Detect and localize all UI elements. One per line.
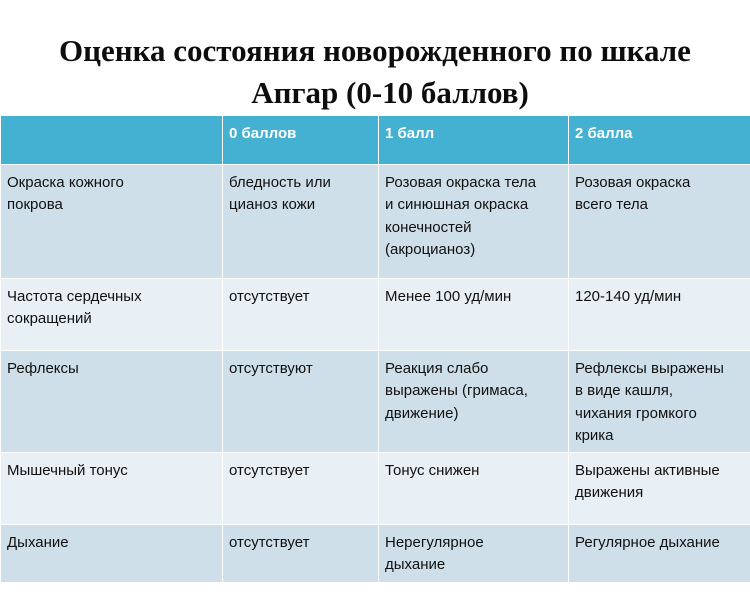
table-cell: бледность или цианоз кожи (223, 164, 379, 278)
table-row-skin-color (1, 164, 750, 278)
table-row-muscle-tone (1, 452, 750, 524)
table-cell: Розовая окраска тела и синюшная окраска конечностей (акроцианоз) (379, 164, 569, 278)
table-cell: Рефлексы выражены в виде кашля, чихания громкого крика (569, 350, 750, 452)
table-cell: Розовая окраска всего тела (569, 164, 750, 278)
header-cell-2-points: 2 балла (569, 116, 750, 164)
title-line-1: Оценка состояния новорожденного по шкале (59, 33, 691, 68)
title-line-2: Апгар (0-10 баллов) (251, 75, 529, 110)
table-cell: отсутствуют (223, 350, 379, 452)
table-cell: Реакция слабо выражены (гримаса, движение) (379, 350, 569, 452)
table-cell: Менее 100 уд/мин (379, 278, 569, 350)
table-cell: Дыхание (1, 524, 223, 582)
table-cell: Тонус снижен (379, 452, 569, 524)
table-row-reflexes (1, 350, 750, 452)
table-cell: отсутствует (223, 452, 379, 524)
table-cell: Нерегулярное дыхание (379, 524, 569, 582)
table-row-breathing (1, 524, 750, 582)
table-cell: Регулярное дыхание (569, 524, 750, 582)
header-cell-1-point: 1 балл (379, 116, 569, 164)
table-cell: Рефлексы (1, 350, 223, 452)
table-cell: отсутствует (223, 524, 379, 582)
slide-title (0, 30, 750, 114)
table-cell: отсутствует (223, 278, 379, 350)
table-cell: Выражены активные движения (569, 452, 750, 524)
table-cell: Частота сердечных сокращений (1, 278, 223, 350)
table-cell: 120-140 уд/мин (569, 278, 750, 350)
header-cell-0-points: 0 баллов (223, 116, 379, 164)
apgar-table (0, 116, 750, 583)
table-header-row (1, 116, 750, 164)
table-row-heart-rate (1, 278, 750, 350)
header-cell-criterion (1, 116, 223, 164)
table-cell: Мышечный тонус (1, 452, 223, 524)
table-cell: Окраска кожного покрова (1, 164, 223, 278)
